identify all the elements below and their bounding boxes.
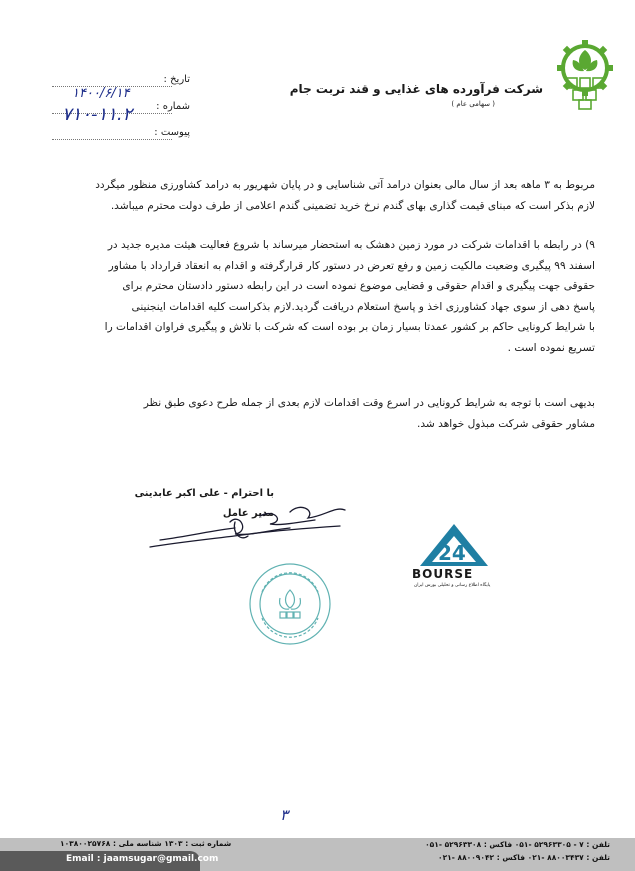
paragraph-line: اسفند ۹۹ پیگیری وضعیت مالکیت زمین و رفع تعرض در دستور کار قرارگرفته و اقدام به انعقاد قرارداد با مشاور bbox=[108, 259, 595, 272]
paragraph-1 bbox=[40, 175, 595, 216]
signature-title: مدیر عامل bbox=[222, 508, 274, 519]
paragraph-3 bbox=[40, 393, 595, 434]
paragraph-line: تسریع نموده است . bbox=[507, 341, 595, 354]
paragraph-line: لازم بذکر است که مبنای قیمت گذاری بهای گندم نرخ خرید تضمینی گندم اعلامی از طرف دولت محترم میباشد. bbox=[110, 199, 595, 212]
page-number: ۳ bbox=[280, 806, 289, 824]
footer-email: Email : jaamsugar@gmail.com bbox=[66, 854, 219, 864]
bourse-logo-icon bbox=[418, 522, 490, 568]
paragraph-line: با شرایط کرونایی حاکم بر کشور عمدتا بسیار زمان بر بوده است که شرکت با تلاش و پیگیری فراوان اقدامات را bbox=[104, 321, 595, 334]
paragraph-2 bbox=[40, 235, 595, 359]
company-logo-icon bbox=[553, 38, 617, 110]
number-label: شماره : bbox=[156, 101, 190, 112]
paragraph-line: بدیهی است با توجه به شرایط کرونایی در اسرع وقت اقدامات لازم بعدی از جمله طرح دعوی طبق نظر bbox=[143, 397, 595, 409]
attachment-label: پیوست : bbox=[154, 127, 190, 138]
footer-registration: شماره ثبت : ۱۳۰۳ شناسه ملی : ۱۰۳۸۰۰۲۵۷۶۸ bbox=[60, 839, 232, 848]
company-name: شرکت فرآورده های غذایی و قند تربت جام bbox=[289, 82, 543, 96]
paragraph-line: ۹) در رابطه با اقدامات شرکت در مورد زمین دهشک به استحضار میرساند با شروع فعالیت هیئت مدیره جدید در bbox=[107, 239, 595, 251]
handwritten-signature-icon bbox=[140, 492, 355, 557]
bourse-subtitle: پایگاه اطلاع رسانی و تحلیلی بورس ایران bbox=[414, 583, 491, 588]
paragraph-line: حقوقی جهت پیگیری و اقدام حقوقی و قضایی موضوع نموده است در این رابطه دستور دادستان محترم برای bbox=[122, 280, 595, 293]
footer-phone-row-1: تلفن : ۷ - ۵۲۹۶۳۳۰۵ -۰۵۱ فاکس : ۵۲۹۶۳۳۰۸ -۰۵۱ bbox=[425, 840, 610, 849]
company-stamp-icon bbox=[248, 562, 332, 646]
paragraph-line: پاسخ دهی از سوی جهاد کشاورزی اخذ و پاسخ استعلام دریافت گردید.لازم بذکراست کلیه اقدامات اینجنینی bbox=[131, 300, 595, 313]
svg-text:24: 24 bbox=[438, 541, 466, 565]
bourse-word: BOURSE bbox=[412, 567, 474, 581]
attachment-line bbox=[52, 139, 172, 140]
footer-phone-row-2: تلفن : ۸۸۰۰۳۴۳۷ -۰۲۱ فاکس : ۸۸۰۰۹۰۴۲ -۰۲۱ bbox=[438, 853, 610, 862]
date-value: ۱۴۰۰/۶/۱۴ bbox=[72, 86, 130, 101]
paragraph-line: مربوط به ۳ ماهه بعد از سال مالی بعنوان درامد آتی شناسایی و در پایان شهریور به درامد کشاورزی منظور میگردد bbox=[95, 179, 595, 191]
number-value: ۷۱۰-۱۱.۲ bbox=[62, 104, 133, 125]
company-type: ( سهامی عام ) bbox=[451, 100, 495, 108]
signature-respect-line: با احترام - علی اکبر عابدینی bbox=[134, 488, 274, 499]
paragraph-line: مشاور حقوقی شرکت مبذول خواهد شد. bbox=[416, 417, 595, 430]
date-label: تاریخ : bbox=[163, 74, 190, 85]
